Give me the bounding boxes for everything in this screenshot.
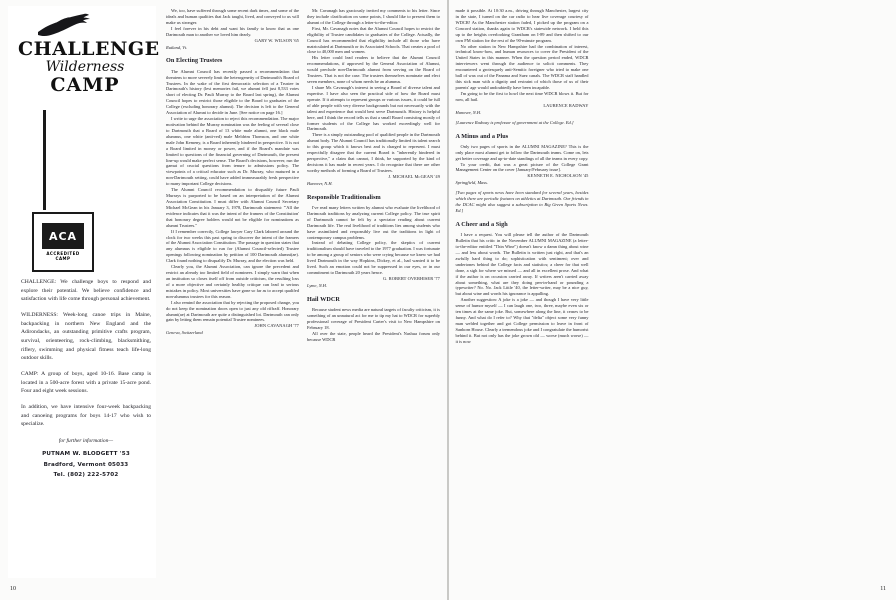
paragraph: I've read many letters written by alumni who evaluate the livelihood of Dartmouth traditions by analyzing current College policy. The true spirit of Dartmouth cannot be felt by a spectator reading about current Dartmouth life. The real livelihood of traditions lies among students who have assimilated and responsibly live out the traditions in light of contemporary campus problems. xyxy=(307,204,440,240)
paragraph: Because student news media are natural targets of faculty criticism, it is something of an unnatural act for me to tip my hat to WDCR for superbly professional coverage of President Carter's visit to New Hampshire on February 18. xyxy=(307,307,440,330)
page-gutter-divider xyxy=(447,0,449,600)
letter-place: Geneva, Switzerland xyxy=(166,330,203,336)
letter-signature: G. ROBERT OVERHISER '77 xyxy=(383,275,440,281)
eagle-icon xyxy=(36,12,96,38)
page-number-right: 11 xyxy=(880,586,886,592)
paragraph: The Alumni Council recommendation to disqualify future Pauli Murrays is purported to be based on an interpretation of the Alumni Association Constitution. I must differ with Alumni Council Secretary Michael McGean in his January 3, 1978, Dartmouth statement: "'All the evidence indicates that it was the intent of the framers of the Constitution' that honorary degree holders would not be eligible for nominations as alumni Trustees." xyxy=(166,187,299,228)
letter-signature: JOHN CAVANAGH '77 xyxy=(254,323,299,329)
paragraph: Clearly you, the Alumni Association, can ignore the precedent and restrict an already too limited field of nominees. I simply warn that when an institution so closes itself off from outside criticism, the resulting loss of a more objective and certainly healthy critique can lead to serious mistakes in policy. Most universities have gone so far as to accept qualifed non-alumnus trustees for this reason. xyxy=(166,264,299,299)
camp-paragraph: CHALLENGE: We challenge boys to respond and explore their potential. We believe confidence and satisfaction with life come through personal achievement. xyxy=(21,279,151,303)
paragraph: I share Mr. Cavanagh's interest in seeing a Board of diverse talent and expertise. I have also seen the practical side of how the Board must operate. If it attempts to represent groups or various issues, it could be full of able people with very diverse backgrounds but not necessarily with the talent and experience that would best serve Dartmouth. History is helpful here, and I think the record tells us that a small Board consisting mostly of former students of the College has worked exceedingly well for Dartmouth. xyxy=(307,84,440,132)
paragraph: I also remind the association that by rejecting the proposed change, you do not keep the nomination doors open to just any old riffraff. Honorary alumni(ae) at Dartmouth are quite a distinguished lot. Dartmouth can only gain by letting them remain potential Trustee nominees. xyxy=(166,299,299,323)
right-page xyxy=(449,0,896,600)
paragraph: First, Mr. Cavanagh notes that the Alumni Council hopes to restrict the eligibility of Trustee candidates to graduates of the College. Actually, the Council has recommended that eligibility include all those who have matriculated at Dartmouth or its Associated Schools. That creates a pool of close to 40,000 men and women. xyxy=(307,25,441,55)
aca-line1: ACCREDITED xyxy=(46,251,80,256)
aca-mark: ACA xyxy=(42,223,84,249)
letter-signature: GARY W. WILSON '65 xyxy=(254,37,299,43)
camp-logotype xyxy=(18,38,160,97)
camp-contact-phone: Tel. (802) 222-5702 xyxy=(53,471,119,478)
camp-logo-line3: CAMP xyxy=(50,74,120,97)
paragraph: His letter could lead readers to believe that the Alumni Council recommendations, if approved by the General Association of Alumni, would preclude non-Dartmouth alumni from serving on the Board of Trustees. That is not the case. The trustees themselves nominate and elect seven members, none of whom needs be an alumnus. xyxy=(307,55,440,85)
paragraph: I write to urge the association to reject this recommendation. The major motivation behind the Murray nomination was the feeling of several close to Dartmouth that a Board of 13 white male alumni, one black male alumnus, one white (anti-red) male Meldrim Thomson, and one white male John Kemeny, is a Board inherently hindered in perspective. It is not a Board limited in money or power, and if the Board's mandate was limited to questions of the financial governing of Dartmouth, the present line-up would make perfect sense. The Board's decisions, however, run the gamut of crucial questions from tenure to admissions policy. The viewpoints of a critical educator such as Dr. Murray, who matured in a non-Dartmouth setting, could have added immeasurably fresh perspective to many important College decisions. xyxy=(166,116,299,187)
camp-contact-block xyxy=(21,449,151,480)
paragraph: If I remember correctly, College lawyer Cary Clark labored around the clock for two weeks this past spring to discover the intent of the framers of the Alumni Association Constitution. The passage in question states that any alumnus is eligible to run for (Alumni Council-selected) Trustee openings following nomination by petition of 100 Dartmouth alumni(ae). Clark found nothing to disqualify Dr. Murray, and the election was held. xyxy=(166,228,299,264)
camp-logo-line2: Wilderness xyxy=(45,59,125,75)
letter-place: Hanover, N.H. xyxy=(455,109,482,115)
letters-column-3 xyxy=(456,8,589,345)
paragraph: I have a request. You will please tell the author of the Dartmouth Bulletin that his critic in the November ALUMNI MAGAZINE (a letter-to-the-editor entitled "Thin Wine") doesn't know a damn thing about wine — and less about words. The Bulletin is written just right, and that's an awfully hard thing to do; sophistication with sentiment; over and undertones behind the College facts and statistics; a cheer for that well done, a sigh for where we missed — and all in excellent prose. And what if the author is on occasion carried away. If writers aren't carried away about something, what are they doing pen-in-hand or pounding a typewriter? No. No. Jack Little '40, the letter-writer, may be a nice guy, but about wine and words his ignorance is appalling. xyxy=(455,232,589,297)
paragraph: I'm going to be the first to howl the next time WDCR blows it. But for now, all hail. xyxy=(455,90,589,102)
paragraph: No other station in New Hampshire had the combination of interest, technical know-how, and human resources to cover the President of the United States in this manner. When the question period ended, WDCR interviewers went through the audience to solicit comments. They encountered a grotesquely anti-Semitic foreigner who tried to make one ball of wax out of the Panama and Suez canals. The WDCR staff handled this sick man with a dignity and restraint of which those of us of their parents' age would undoubtedly have been incapable. xyxy=(455,43,589,90)
letter-place: Hanover, N.H. xyxy=(307,180,333,186)
letter-place: Rutland, Vt. xyxy=(166,44,188,50)
letter-heading-on-electing-trustees: On Electing Trustees xyxy=(166,57,223,65)
editor-note: [Two pages of sports news have been standard for several years, besides which there are periodic features on athletics at Dartmouth. Our friends in the DCAC might also suggest a subscription to Big Green Sports News. Ed.] xyxy=(455,190,589,213)
camp-paragraph: CAMP: A group of boys, aged 10-16. Base camp is located in a 500-acre forest with a private 15-acre pond. Four and eight week sessions. xyxy=(21,370,151,395)
letter-place: Lyme, N.H. xyxy=(307,282,328,288)
letter-signature: KENNETH E. NICHOLSON '45 xyxy=(527,173,589,179)
camp-contact-address: Bradford, Vermont 05033 xyxy=(43,461,129,468)
paragraph: made it possible. At 10:30 a.m., driving through Manchester, largest city in the state, I turned on the car radio to hear live coverage courtesy of WDCR! As the Manchester station faded, I picked up the program on a Concord station, thanks again to WDCR's statewide network. I held this up to the heights overlooking Grantham on I-89 and then shifted to our own FM station for the rest of the 90-minute program. xyxy=(455,8,589,43)
paragraph: There is a simply outstanding pool of qualified people in the Dartmouth alumni body. The Alumni Council has traditionally limited its talent search to this group which it knows best and is charged to represent. I must respectfully disagree that the current Board is "inherently hindered in perspective," a claim that cannot, I think, be supported by the kind of decisions it has made in recent years. I do recognize that there are other worthy methods of forming a Board of Trustees. xyxy=(307,132,440,173)
paragraph: I feel forever in his debt and want his family to know that as one Dartmouth man to another we loved him dearly. xyxy=(166,25,299,37)
letter-heading-responsible-traditionalism: Responsible Traditionalism xyxy=(307,193,381,201)
camp-call-to-action: for further information— xyxy=(58,437,114,444)
camp-logo-line1: CHALLENGE xyxy=(18,38,160,60)
camp-paragraph: WILDERNESS: Week-long canoe trips in Maine, backpacking in northern New England and the Adirondacks, an outstanding primitive crafts program, survival, orienteering, rock-climbing, blacksmithing, riflery, swimming and physical fitness teach life-long outdoor skills. xyxy=(21,311,151,362)
paragraph: Another suggestion: A joke is a joke — and though I have very little sense of humor myself — I can laugh one, two, three, maybe even six or ten times at the same joke. But, somewhere along the line, it ceases to be funny. And what do I refer to? Why that "delta" object some very funny man welded together and got College permission to leave in front of Sanborn House. Clearly a tremendous joke and I congratulate the humorist behind it. But not only has the joke grown old — worse (much worse) — it is now xyxy=(455,297,589,344)
page-number-left: 10 xyxy=(10,586,16,592)
letters-column-2 xyxy=(307,8,440,343)
letter-signature: LAURENCE RADWAY xyxy=(543,102,589,108)
paragraph: To your credit, that was a great picture of the College Grant Management Center on the cover [January/February issue]. xyxy=(455,161,589,173)
paragraph: The Alumni Council has recently passed a recommendation that threatens to more severely limit the heterogeneity of Dartmouth's Board of Trustees. In the wake of the first democratic selection of a Trustee in Dartmouth's history (lest memories fail, we alumni fell just 8,533 votes short of electing Dr. Pauli Murray to the Board last spring), the Alumni Council hopes to restrict those eligible to the Board to graduates of the College (excluding honorary alumni). The decision is left to the General Association of Alumni to decide in June. [See notice on page 16.] xyxy=(166,68,299,116)
letter-heading-hail-wdcr: Hail WDCR xyxy=(307,295,340,303)
letter-heading-a-minus-and-a-plus: A Minus and a Plus xyxy=(455,132,509,140)
paragraph: Instead of debating College policy, the skeptics of current traditionalism should have traveled to the 1977 graduation. I was fortunate to be among a group of seniors who were crying because we knew we had lived Dartmouth in the way Hopkins, Dickey, et al., had wanted it to be lived. Such an emotion could not be suppressed in our eyes, or in our commitment to Dartmouth 20 years hence. xyxy=(307,240,440,276)
editor-note: [Laurence Radway is professor of government at the College. Ed.] xyxy=(455,119,574,125)
paragraph: Only two pages of sports in the ALUMNI MAGAZINE? This is the only place most alumni get to follow the Dartmouth teams. Come on, lets get better coverage and up-to-date standings of all the teams in every copy. xyxy=(455,143,589,161)
camp-paragraph: In addition, we have intensive four-week backpacking and canoeing programs for boys 14-17 who wish to specialize. xyxy=(21,403,151,428)
aca-line2: CAMP xyxy=(55,256,71,261)
paragraph: All over the state, people heard the President's Nashua forum only because WDCR xyxy=(307,330,440,342)
letter-signature: J. MICHAEL McGEAN '49 xyxy=(388,173,440,179)
camp-ad-body xyxy=(21,278,151,480)
letter-place: Springfield, Mass. xyxy=(455,180,488,186)
vertical-rule-divider xyxy=(43,110,46,210)
paragraph: We, too, have suffered through some recent dark times, and some of the ideals and human qualities that Jack taught, lived, and conveyed to us will make us stronger. xyxy=(166,8,299,25)
camp-contact-name: PUTNAM W. BLODGETT '53 xyxy=(42,451,130,458)
paragraph: Mr. Cavanagh has graciously invited my comments to his letter. Since they include clarification on some points, I should like to present them to alumni of the College through a letter-to-the-editor. xyxy=(307,8,440,25)
letter-heading-a-cheer-and-a-sigh: A Cheer and a Sigh xyxy=(455,220,508,228)
challenge-wilderness-camp-ad xyxy=(8,6,160,578)
aca-accreditation-seal xyxy=(32,212,94,272)
letters-column-1 xyxy=(166,8,299,336)
